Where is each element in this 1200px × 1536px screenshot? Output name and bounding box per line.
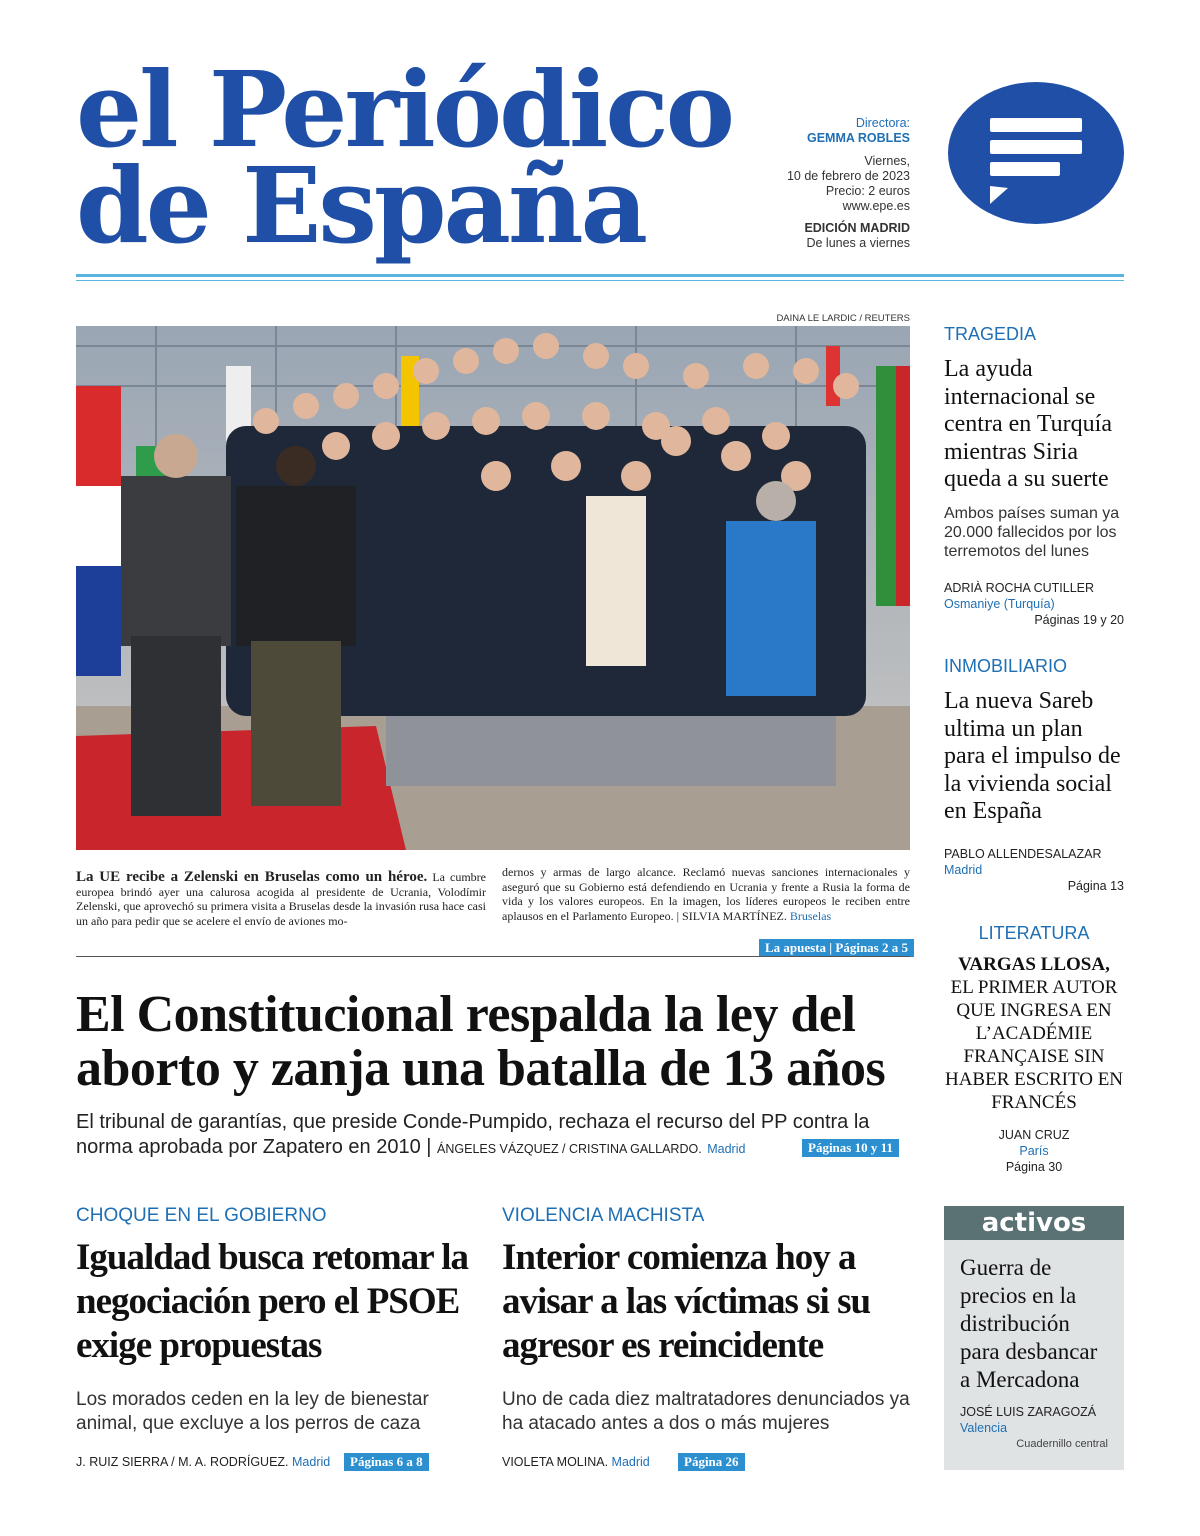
photo-caption-lead: La UE recibe a Zelenski en Bruselas como un héroe. — [76, 869, 428, 885]
left-story-byline — [76, 1455, 330, 1469]
left-story-headline[interactable]: Igualdad busca retomar la negociación pero el PSOE exige propuestas — [76, 1237, 468, 1366]
literatura-author: JUAN CRUZ — [998, 1128, 1070, 1142]
main-place: Madrid — [707, 1142, 746, 1156]
right-story-authors: VIOLETA MOLINA. — [502, 1455, 609, 1469]
masthead-rule — [76, 274, 1124, 277]
literatura-section[interactable]: LITERATURA — [978, 923, 1090, 943]
tragedia-pages[interactable]: Páginas 19 y 20 — [1034, 613, 1124, 627]
main-pages-tag[interactable]: Páginas 10 y 11 — [802, 1139, 899, 1157]
activos-author: JOSÉ LUIS ZARAGOZÁ — [960, 1405, 1097, 1419]
photo-pages-tag[interactable]: La apuesta | Páginas 2 a 5 — [759, 939, 914, 957]
left-story-authors: J. RUIZ SIERRA / M. A. RODRÍGUEZ. — [76, 1455, 289, 1469]
inmobiliario-pages[interactable]: Página 13 — [1067, 879, 1124, 893]
issue-price: Precio: 2 euros — [825, 184, 910, 198]
caption-divider — [76, 956, 910, 957]
literatura-lead: VARGAS LLOSA, — [958, 954, 1110, 975]
photo-caption-author: | SILVIA MARTÍNEZ. — [676, 908, 787, 923]
inmobiliario-place: Madrid — [944, 863, 983, 877]
right-story-section[interactable]: VIOLENCIA MACHISTA — [502, 1205, 705, 1226]
left-story-deck: Los morados ceden en la ley de bienestar animal, que excluye a los perros de caza — [76, 1389, 429, 1434]
inmobiliario-headline[interactable]: La nueva Sareb ultima un plan para el impulso de la vivienda social en España — [944, 688, 1121, 824]
literatura-pages[interactable]: Página 30 — [1005, 1160, 1063, 1174]
left-story-section[interactable]: CHOQUE EN EL GOBIERNO — [76, 1205, 327, 1226]
activos-headline[interactable]: Guerra de precios en la distribución para desbancar a Mercadona — [960, 1255, 1098, 1392]
issue-day: Viernes, — [864, 154, 910, 168]
director-label: Directora: — [855, 116, 910, 130]
right-story-byline — [502, 1455, 650, 1469]
masthead-rule-thin — [76, 280, 1124, 281]
right-story-headline[interactable]: Interior comienza hoy a avisar a las víctimas si su agresor es reincidente — [502, 1237, 871, 1366]
tragedia-byline — [944, 580, 1124, 628]
main-headline[interactable]: El Constitucional respalda la ley del aborto y zanja una batalla de 13 años — [76, 986, 886, 1097]
tragedia-headline[interactable]: La ayuda internacional se centra en Turquía mientras Siria queda a su suerte — [944, 356, 1112, 492]
activos-box[interactable] — [944, 1206, 1124, 1470]
left-story-place: Madrid — [292, 1455, 331, 1469]
literatura-text: EL PRIMER AUTOR QUE INGRESA EN L’ACADÉMIE FRANÇAISE SIN HABER ESCRITO EN FRANCÉS — [944, 977, 1124, 1113]
main-deck-text: El tribunal de garantías, que preside Conde-Pumpido, rechaza el recurso del PP contra la norma aprobada por Zapatero en 2010 | — [76, 1111, 870, 1158]
inmobiliario-section[interactable]: INMOBILIARIO — [944, 656, 1068, 676]
photo-caption-body-2: dernos y armas de largo alcance. Reclamó nuevas sanciones internacionales y aseguró que su Gobierno está defendiendo en Ucrania y frente a Rusia la forma de vida y los valores europeos. En la imagen, los líderes europeos le reciben entre aplausos en el Parlamento Europeo. — [502, 865, 910, 923]
activos-place: Valencia — [960, 1421, 1008, 1435]
photo-caption-left — [76, 870, 486, 928]
right-story-deck: Uno de cada diez maltratadores denunciados ya ha atacado antes a dos o más mujeres — [502, 1389, 910, 1434]
issue-date: 10 de febrero de 2023 — [786, 169, 910, 183]
lead-photo[interactable] — [76, 326, 910, 850]
tragedia-section[interactable]: TRAGEDIA — [944, 324, 1037, 344]
director-name: GEMMA ROBLES — [806, 131, 910, 145]
literatura-body[interactable] — [944, 953, 1124, 1114]
activos-logo: activos — [944, 1206, 1124, 1240]
activos-note: Cuadernillo central — [1016, 1438, 1108, 1450]
right-story-pages-tag[interactable]: Página 26 — [678, 1453, 745, 1471]
main-authors: ÁNGELES VÁZQUEZ / CRISTINA GALLARDO. — [437, 1142, 702, 1156]
photo-caption-body-1: La cumbre europea brindó ayer una calurosa acogida al presidente de Ucrania, Volodímir Zelenski, que aprovechó su primera visita a Bruselas desde la invasión rusa hace casi un año para pedir que se acelere el envío de aviones mo- — [76, 870, 487, 928]
photo-caption-place: Bruselas — [789, 908, 832, 923]
masthead-line-2: de España — [76, 144, 646, 267]
left-story-pages-tag[interactable]: Páginas 6 a 8 — [344, 1453, 429, 1471]
logo-icon — [948, 82, 1124, 224]
literatura-place: París — [1019, 1144, 1049, 1158]
activos-byline — [944, 1394, 1124, 1452]
edition-days: De lunes a viernes — [806, 236, 910, 250]
photo-credit: DAINA LE LARDIC / REUTERS — [776, 313, 910, 324]
literatura-byline — [944, 1127, 1124, 1175]
right-story-place: Madrid — [611, 1455, 650, 1469]
tragedia-place: Osmaniye (Turquía) — [944, 597, 1055, 611]
tragedia-author: ADRIÀ ROCHA CUTILLER — [944, 581, 1095, 595]
edition-name: EDICIÓN MADRID — [804, 221, 910, 235]
main-deck — [76, 1110, 916, 1162]
inmobiliario-byline — [944, 846, 1124, 894]
website-link[interactable]: www.epe.es — [842, 199, 910, 213]
inmobiliario-author: PABLO ALLENDESALAZAR — [944, 847, 1102, 861]
photo-caption-right — [502, 865, 910, 923]
tragedia-deck: Ambos países suman ya 20.000 fallecidos por los terremotos del lunes — [944, 505, 1120, 560]
masthead-meta — [650, 116, 910, 251]
masthead-line-1: el Periódico — [76, 48, 733, 171]
